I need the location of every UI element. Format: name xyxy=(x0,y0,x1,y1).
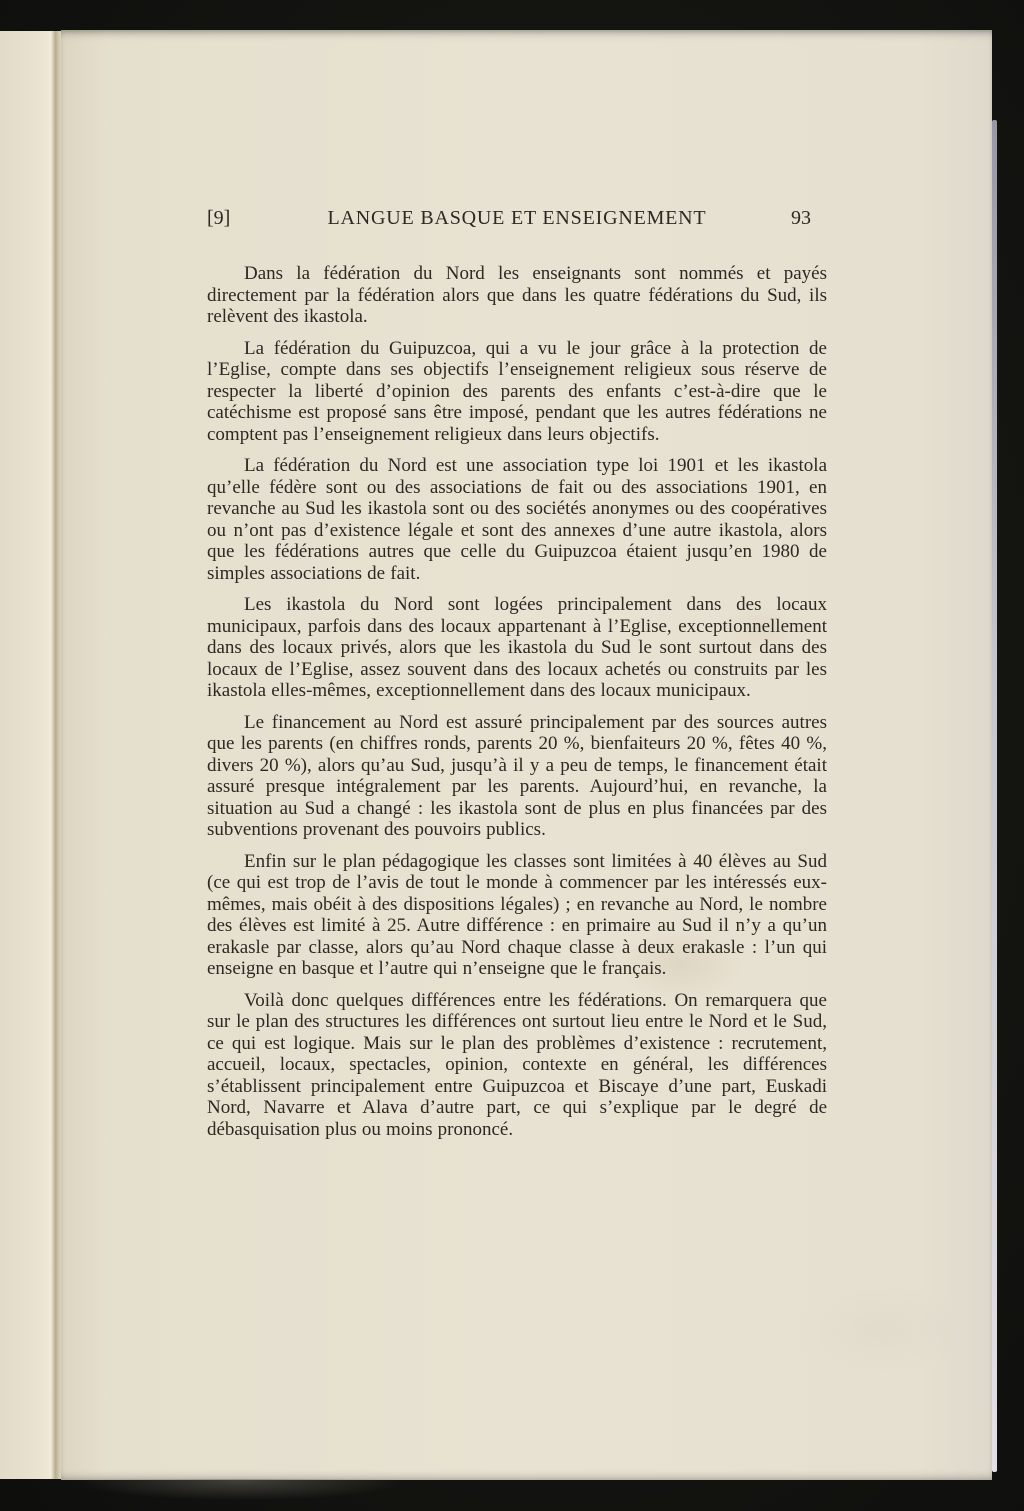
gutter-crease xyxy=(51,31,61,1479)
book-page xyxy=(61,30,992,1480)
page-bottom-shadow xyxy=(60,1479,480,1511)
paragraph: Enfin sur le plan pédagogique les classes sont limitées à 40 élèves au Sud (ce qui est trop de l’avis de tout le monde à commencer par les intéressés eux-mêmes, mais obéit à des dispositions légales) ; en revanche au Nord, le nombre des élèves est limité à 25. Autre différence : en primaire au Sud il n’y a qu’un erakasle par classe, alors qu’au Nord chaque classe à deux erakasle : l’un qui enseigne en basque et l’autre qui n’enseigne que le français. xyxy=(207,850,827,979)
page-content xyxy=(207,206,827,1150)
page-header xyxy=(207,206,827,230)
paragraph: Les ikastola du Nord sont logées principalement dans des locaux municipaux, parfois dans des locaux appartenant à l’Eglise, exceptionnellement dans des locaux privés, alors que les ikastola du Sud le sont surtout dans des locaux de l’Eglise, assez souvent dans des locaux achetés ou construits par les ikastola elles-mêmes, exceptionnellement dans des locaux municipaux. xyxy=(207,594,827,701)
adjacent-page-edge xyxy=(0,31,51,1479)
running-title: LANGUE BASQUE ET ENSEIGNEMENT xyxy=(327,207,707,229)
section-marker: [9] xyxy=(207,207,231,229)
text-body xyxy=(207,263,827,1140)
paragraph: Le financement au Nord est assuré principalement par des sources autres que les parents (en chiffres ronds, parents 20 %, bienfaiteurs 20 %, fêtes 40 %, divers 20 %), alors qu’au Sud, jusqu’à il y a peu de temps, le financement était assuré presque intégralement par les parents. Aujourd’hui, en revanche, la situation au Sud a changé : les ikastola sont de plus en plus financées par des subventions provenant des pouvoirs publics. xyxy=(207,711,827,840)
page-thickness-edge xyxy=(992,120,997,1472)
page-number: 93 xyxy=(791,207,811,229)
paragraph: La fédération du Guipuzcoa, qui a vu le jour grâce à la protection de l’Eglise, compte dans ses objectifs l’enseignement religieux sous réserve de respecter la liberté d’opinion des parents des enfants c’est-à-dire que le catéchisme est proposé sans être imposé, pendant que les autres fédérations ne comptent pas l’enseignement religieux dans leurs objectifs. xyxy=(207,337,827,445)
paragraph: La fédération du Nord est une association type loi 1901 et les ikastola qu’elle fédère sont ou des associations de fait ou des associations 1901, en revanche au Sud les ikastola sont ou des sociétés anonymes ou des coopératives ou n’ont pas d’existence légale et sont des annexes d’une autre ikastola, alors que les fédérations autres que celle du Guipuzcoa étaient jusqu’en 1980 de simples associations de fait. xyxy=(207,455,827,584)
paragraph: Voilà donc quelques différences entre les fédérations. On remarquera que sur le plan des structures les différences ont surtout lieu entre le Nord et le Sud, ce qui est logique. Mais sur le plan des problèmes d’existence : recrutement, accueil, locaux, spectacles, opinion, contexte en général, les différences s’établissent principalement entre Guipuzcoa et Biscaye d’une part, Euskadi Nord, Navarre et Alava d’autre part, ce qui s’explique par le degré de débasquisation plus ou moins prononcé. xyxy=(207,989,827,1140)
paragraph: Dans la fédération du Nord les enseignants sont nommés et payés directement par la fédération alors que dans les quatre fédérations du Sud, ils relèvent des ikastola. xyxy=(207,263,827,327)
